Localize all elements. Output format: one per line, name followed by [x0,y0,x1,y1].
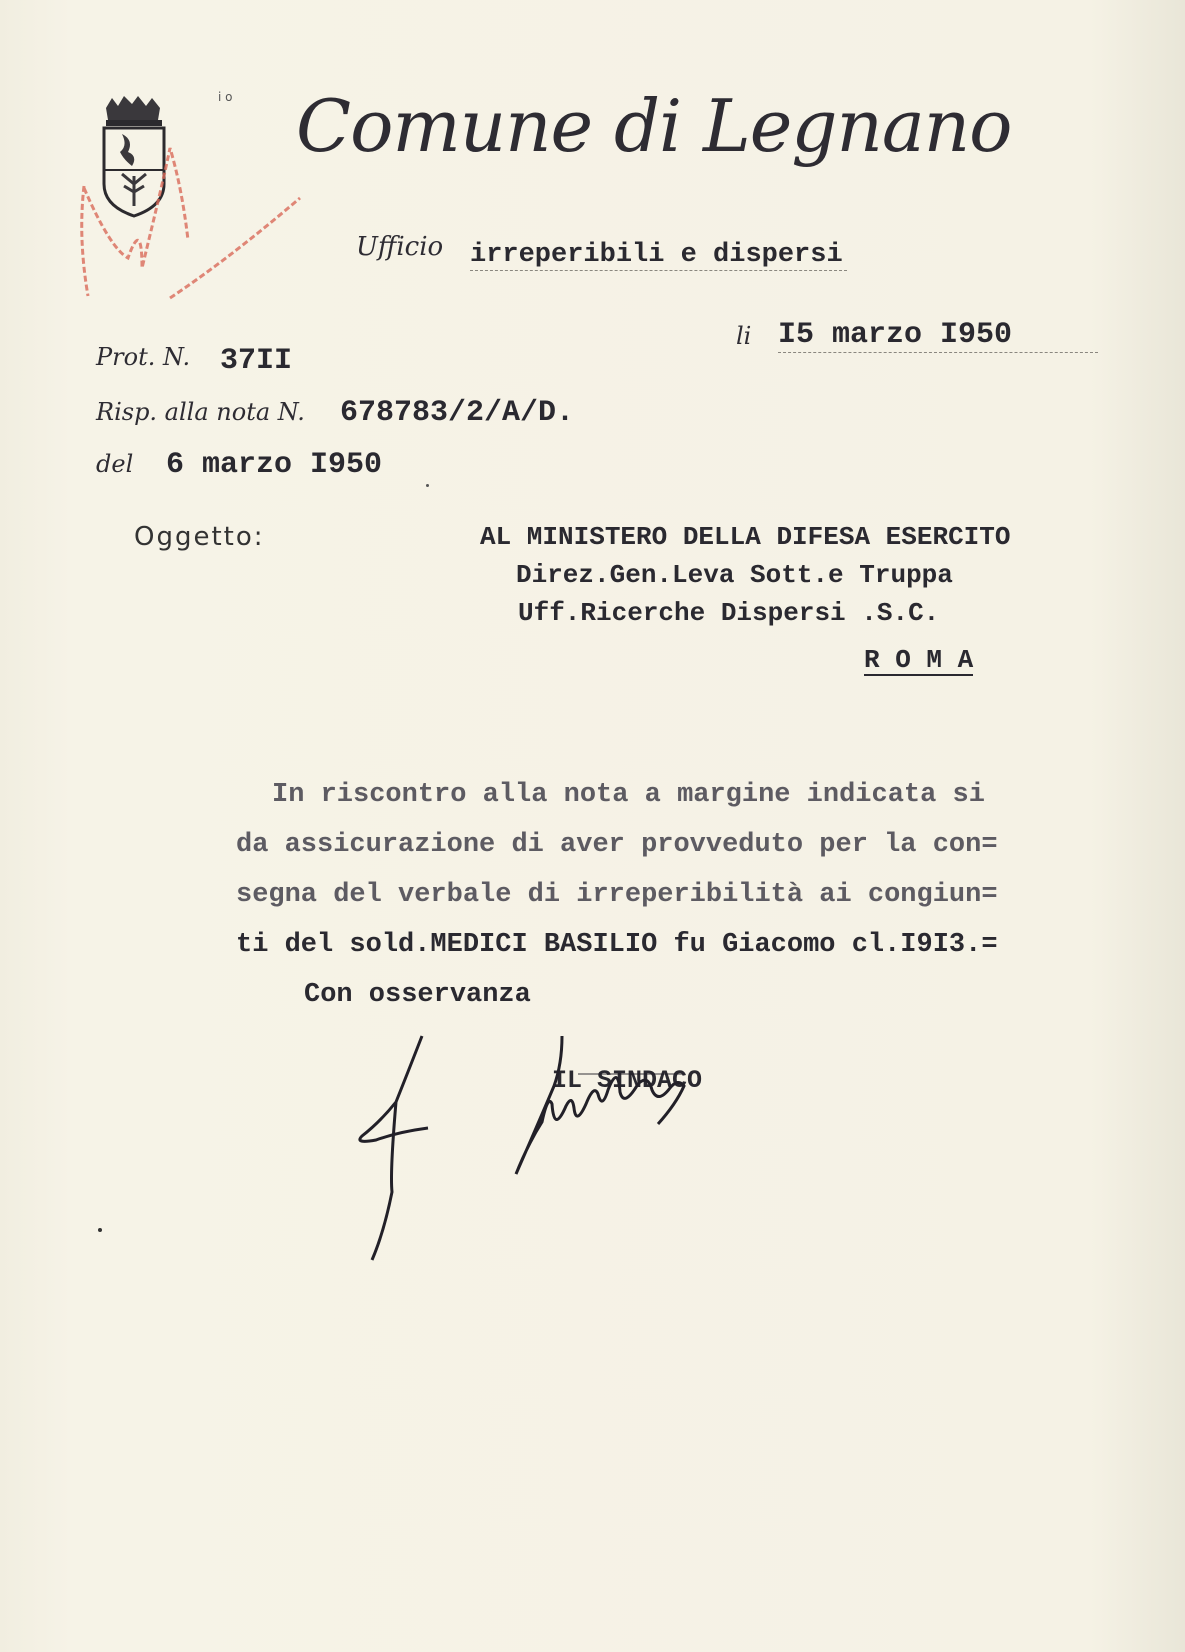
note-date-value: 6 marzo I950 [166,448,383,482]
red-pencil-mark [70,118,310,328]
office-label: Ufficio [356,232,444,262]
letter-date: I5 marzo I950 [778,318,1098,353]
recipient-line-1: AL MINISTERO DELLA DIFESA ESERCITO [480,522,1011,552]
reply-note-value: 678783/2/A/D. [340,396,575,430]
prot-label: Prot. N. [96,343,191,371]
body-line-4: ti del sold.MEDICI BASILIO fu Giacomo cl.I9I3.= [236,930,998,960]
handwritten-initial [350,1032,440,1262]
date-prefix: li [736,322,752,350]
reply-note-label: Risp. alla nota N. [96,398,305,426]
prot-value: 37II [220,344,293,378]
note-date-label: del [96,450,134,478]
subject-label: Oggetto: [134,522,265,552]
signature-title: IL SINDACO [552,1066,703,1095]
ink-dot [426,484,429,487]
body-line-3: segna del verbale di irreperibilità ai congiun= [236,880,998,910]
recipient-line-2: Direz.Gen.Leva Sott.e Truppa [516,560,953,590]
office-value: irreperibili e dispersi [470,240,847,271]
recipient-city: R O M A [864,645,974,675]
body-line-1: In riscontro alla nota a margine indicata si [272,780,985,810]
mayor-signature [508,1034,708,1184]
recipient-line-3: Uff.Ricerche Dispersi .S.C. [518,598,940,628]
ink-dot [98,1228,102,1232]
closing-line: Con osservanza [304,980,531,1010]
letterhead-mark: i o [218,90,233,104]
letterhead-title: Comune di Legnano [296,84,1012,168]
body-line-2: da assicurazione di aver provveduto per la con= [236,830,998,860]
